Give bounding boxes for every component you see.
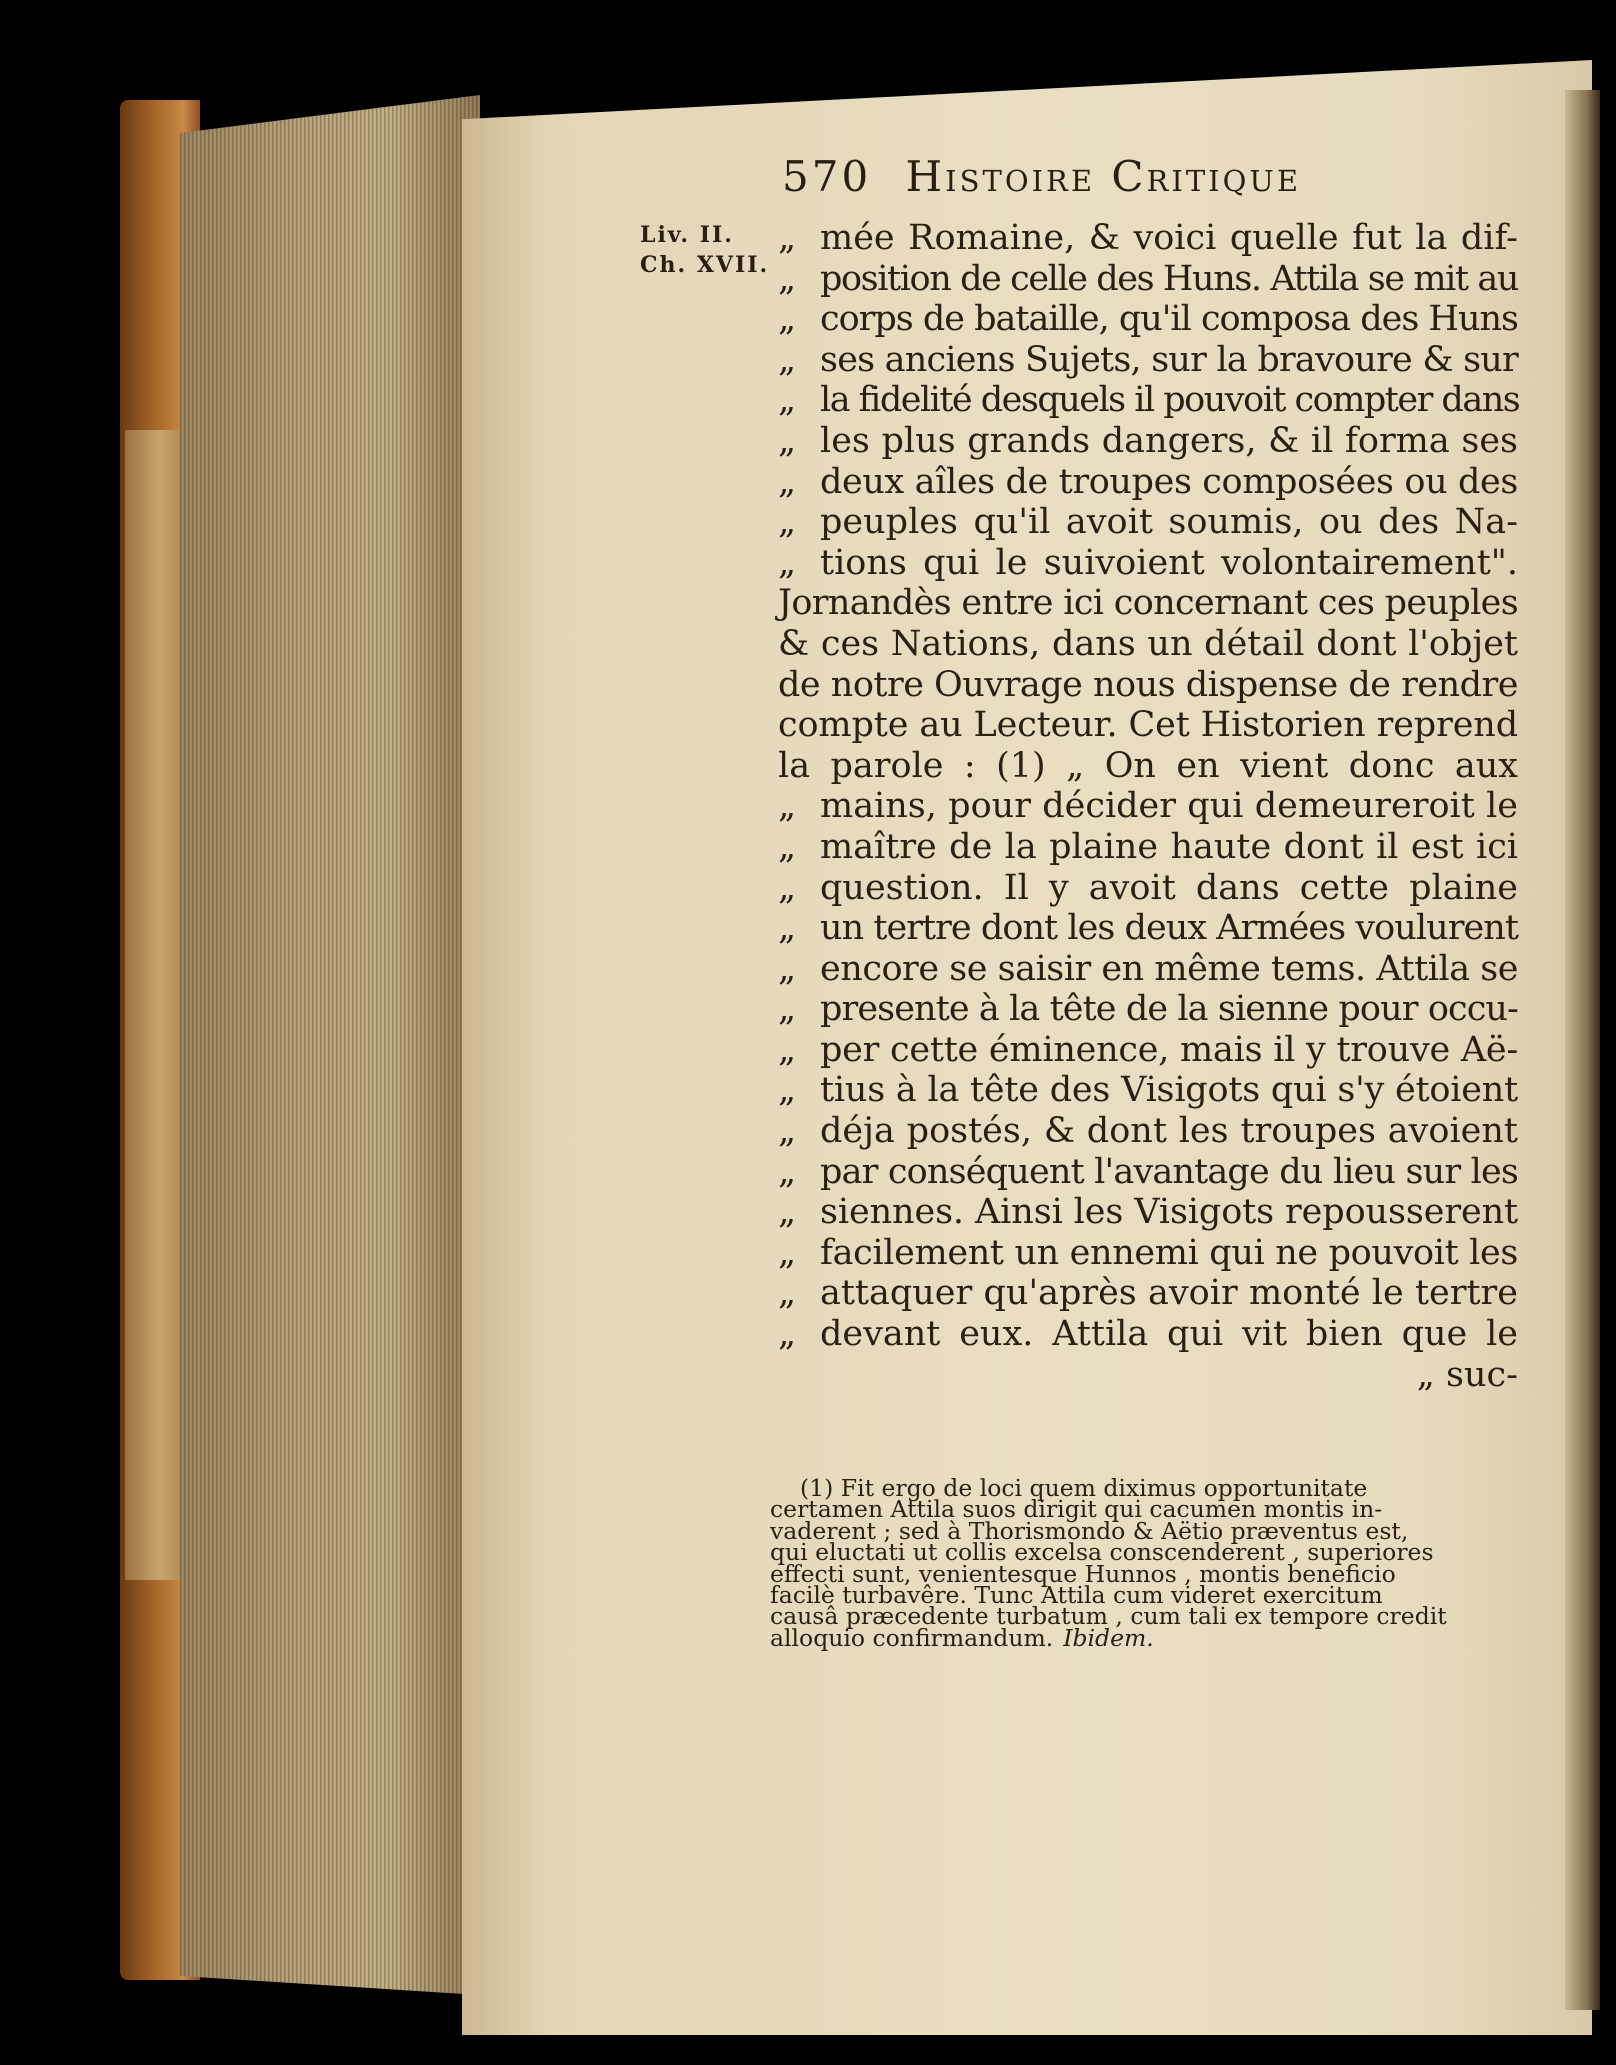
quote-mark: „ xyxy=(778,380,797,421)
line-text: par conséquent l'avantage du lieu sur les xyxy=(820,1151,1518,1192)
line-text: tions qui le suivoient volontairement". xyxy=(820,542,1518,583)
text-line xyxy=(778,1273,1518,1314)
quote-mark: „ xyxy=(778,1273,797,1314)
quote-mark: „ xyxy=(778,948,797,989)
line-text: compte au Lecteur. Cet Historien reprend xyxy=(778,705,1518,746)
line-text: les plus grands dangers, & il forma ses xyxy=(820,420,1518,461)
text-line xyxy=(778,421,1518,462)
quote-mark: „ xyxy=(778,1070,797,1111)
line-text: attaquer qu'après avoir monté le tertre xyxy=(820,1273,1518,1314)
quote-mark: „ xyxy=(778,786,797,827)
quote-mark: „ xyxy=(778,1192,797,1233)
text-line xyxy=(778,1192,1518,1233)
line-text: tius à la tête des Visigots qui s'y étoient xyxy=(820,1070,1518,1111)
text-line xyxy=(778,665,1518,706)
footnote xyxy=(770,1474,1505,1652)
line-text: la parole : (1) „ On en vient donc aux xyxy=(778,745,1518,786)
text-line xyxy=(778,502,1518,543)
line-text: deux aîles de troupes composées ou des xyxy=(820,461,1518,502)
line-text: Jornandès entre ici concernant ces peuples xyxy=(778,583,1518,624)
quote-mark: „ xyxy=(778,258,797,299)
page-number: 570 xyxy=(782,152,872,201)
footnote-source: Ibidem. xyxy=(1063,1623,1154,1652)
quote-mark: „ xyxy=(778,542,797,583)
catchword xyxy=(778,1355,1518,1396)
text-line xyxy=(778,624,1518,665)
footnote-text: facilè turbavêre. Tunc Attila cum videret exercitum xyxy=(770,1580,1383,1609)
quote-mark: „ xyxy=(778,826,797,867)
footnote-line xyxy=(770,1623,1505,1652)
quote-mark: „ xyxy=(778,218,797,258)
quote-mark: „ xyxy=(778,989,797,1030)
text-line xyxy=(778,989,1518,1030)
line-text: de notre Ouvrage nous dispense de rendre xyxy=(778,664,1518,705)
running-title: Histoire Critique xyxy=(905,152,1302,201)
quote-mark: „ xyxy=(778,1232,797,1273)
quote-mark: „ xyxy=(778,339,797,380)
text-line xyxy=(778,299,1518,340)
catchword-text: „ suc- xyxy=(1416,1354,1518,1395)
text-line xyxy=(778,949,1518,990)
line-text: position de celle des Huns. Attila se mit au xyxy=(820,258,1518,299)
text-line xyxy=(778,462,1518,503)
text-line xyxy=(778,746,1518,787)
text-line xyxy=(778,1314,1518,1355)
footnote-text: effecti sunt, venientesque Hunnos , montis beneficio xyxy=(770,1559,1396,1588)
text-line xyxy=(778,340,1518,381)
text-line xyxy=(778,705,1518,746)
quote-mark: „ xyxy=(778,1111,797,1152)
line-text: & ces Nations, dans un détail dont l'objet xyxy=(778,623,1518,664)
page-block-edges xyxy=(180,95,480,1995)
line-text: facilement un ennemi qui ne pouvoit les xyxy=(820,1232,1518,1273)
line-text: mains, pour décider qui demeureroit le xyxy=(820,786,1518,827)
line-text: presente à la tête de la sienne pour occu- xyxy=(820,989,1518,1030)
text-line xyxy=(778,786,1518,827)
body-text xyxy=(778,218,1518,1395)
quote-mark: „ xyxy=(778,502,797,543)
margin-note-book: Liv. II. xyxy=(640,222,734,248)
text-line xyxy=(778,1111,1518,1152)
quote-mark: „ xyxy=(778,1151,797,1192)
quote-mark: „ xyxy=(778,461,797,502)
quote-mark: „ xyxy=(778,1314,797,1355)
line-text: question. Il y avoit dans cette plaine xyxy=(820,867,1518,908)
quote-mark: „ xyxy=(778,908,797,949)
gutter-shadow xyxy=(1565,90,1600,2010)
text-line xyxy=(778,908,1518,949)
footnote-text: qui eluctati ut collis excelsa conscenderent , superiores xyxy=(770,1538,1434,1567)
line-text: ses anciens Sujets, sur la bravoure & sur xyxy=(820,339,1518,380)
line-text: per cette éminence, mais il y trouve Aë- xyxy=(820,1029,1518,1070)
text-line xyxy=(778,543,1518,584)
text-line xyxy=(778,380,1518,421)
line-text: corps de bataille, qu'il composa des Huns xyxy=(820,299,1518,340)
text-line xyxy=(778,1233,1518,1274)
quote-mark: „ xyxy=(778,299,797,340)
line-text: mée Romaine, & voici quelle fut la dif- xyxy=(820,218,1518,258)
text-line xyxy=(778,583,1518,624)
line-text: encore se saisir en même tems. Attila se xyxy=(820,948,1518,989)
text-line xyxy=(778,218,1518,259)
text-line xyxy=(778,1152,1518,1193)
footnote-text: (1) Fit ergo de loci quem diximus opportunitate xyxy=(800,1474,1368,1502)
footnote-text: vaderent ; sed à Thorismondo & Aëtio præventus est, xyxy=(770,1516,1409,1545)
line-text: déja postés, & dont les troupes avoient xyxy=(820,1111,1518,1152)
quote-mark: „ xyxy=(778,1029,797,1070)
text-line xyxy=(778,1070,1518,1111)
quote-mark: „ xyxy=(778,867,797,908)
line-text: siennes. Ainsi les Visigots repousserent xyxy=(820,1192,1518,1233)
text-line xyxy=(778,259,1518,300)
margin-note-chapter: Ch. XVII. xyxy=(640,252,770,278)
line-text: devant eux. Attila qui vit bien que le xyxy=(820,1314,1518,1355)
footnote-text: causâ præcedente turbatum , cum tali ex tempore credit xyxy=(770,1602,1447,1631)
text-line xyxy=(778,827,1518,868)
footnote-text: certamen Attila suos dirigit qui cacumen montis in- xyxy=(770,1495,1383,1524)
page-header xyxy=(782,152,1502,208)
line-text: un tertre dont les deux Armées voulurent xyxy=(820,908,1518,949)
footnote-text: alloquio confirmandum. xyxy=(770,1623,1054,1652)
line-text: peuples qu'il avoit soumis, ou des Na- xyxy=(820,502,1518,543)
line-text: la fidelité desquels il pouvoit compter dans xyxy=(820,380,1520,421)
text-line xyxy=(778,868,1518,909)
quote-mark: „ xyxy=(778,420,797,461)
line-text: maître de la plaine haute dont il est ici xyxy=(820,826,1518,867)
text-line xyxy=(778,1030,1518,1071)
